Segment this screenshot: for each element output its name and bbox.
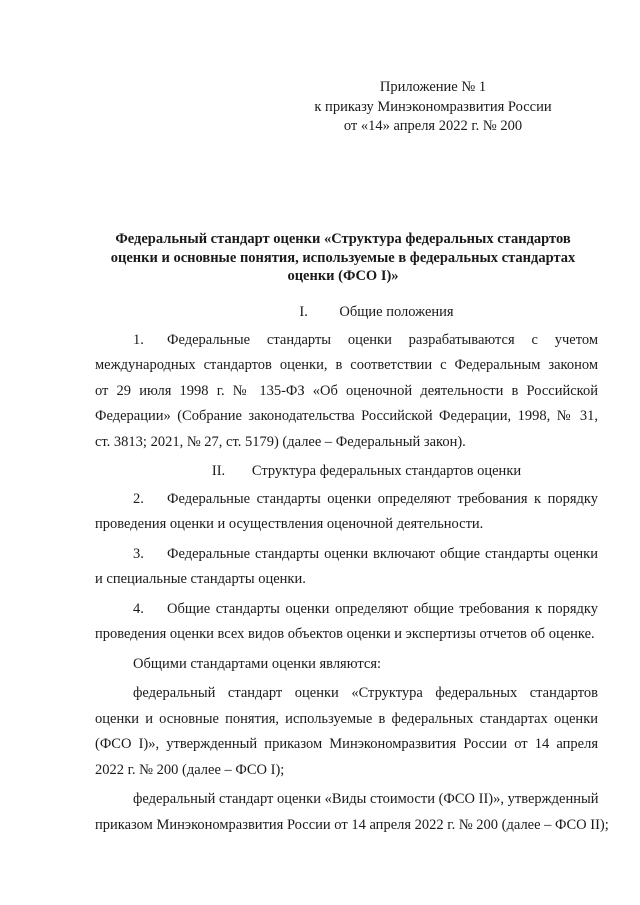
title-line: Федеральный стандарт оценки «Структура федеральных стандартов: [115, 231, 571, 247]
paragraph-line: от 29 июля 1998 г. № 135-ФЗ «Об оценочной деятельности в Российской: [95, 382, 598, 399]
paragraph-line: 1. Федеральные стандарты оценки разрабатываются с учетом: [95, 328, 598, 354]
section-heading-1: [95, 300, 598, 326]
paragraph-line: 2. Федеральные стандарты оценки определяют требования к порядку: [95, 487, 598, 513]
paragraph-line: приказом Минэкономразвития России от 14 апреля 2022 г. № 200 (далее – ФСО II);: [95, 816, 609, 833]
paragraph-line: федеральный стандарт оценки «Виды стоимости (ФСО II)», утвержденный: [133, 791, 599, 807]
document-title: [100, 230, 586, 286]
document-body: [95, 300, 609, 842]
paragraph-1: [95, 328, 598, 456]
paragraph-number: 1.: [133, 331, 144, 348]
paragraph-line: 4. Общие стандарты оценки определяют общие требования к порядку: [95, 597, 598, 623]
paragraph-line: проведения оценки и осуществления оценочной деятельности.: [95, 516, 484, 532]
paragraph-number: 4.: [133, 600, 144, 617]
appendix-line: к приказу Минэкономразвития России: [314, 98, 552, 115]
section-title: Структура федеральных стандартов оценки: [251, 463, 522, 479]
section-number: II.: [211, 463, 226, 479]
paragraph-2: [95, 487, 598, 538]
paragraph-number: 3.: [133, 545, 144, 562]
paragraph-line: Общими стандартами оценки являются:: [133, 655, 382, 672]
paragraph-line: Федерации» (Собрание законодательства Российской Федерации, 1998, № 31,: [95, 408, 598, 424]
section-title: Общие положения: [339, 304, 454, 320]
paragraph-line: международных стандартов оценки, в соответствии с Федеральным законом: [95, 357, 598, 373]
paragraph-line: оценки и основные понятия, используемые в федеральных стандартах оценки: [95, 710, 598, 727]
paragraph-number: 2.: [133, 490, 144, 507]
paragraph-line: ст. 3813; 2021, № 27, ст. 5179) (далее – Федеральный закон).: [95, 433, 466, 450]
fso2-item: [95, 787, 609, 838]
paragraph-line: и специальные стандарты оценки.: [95, 571, 306, 587]
title-line: оценки (ФСО I)»: [287, 268, 399, 284]
paragraph-line: проведения оценки всех видов объектов оценки и экспертизы отчетов об оценке.: [95, 626, 595, 642]
title-line: оценки и основные понятия, используемые в федеральных стандартах: [110, 249, 576, 266]
paragraph-4: [95, 597, 598, 648]
paragraph-line: федеральный стандарт оценки «Структура федеральных стандартов: [133, 685, 598, 701]
general-standards-intro: [95, 652, 598, 678]
section-heading-2: [95, 459, 598, 485]
section-number: I.: [299, 304, 308, 320]
fso1-item: [95, 681, 598, 783]
paragraph-line: (ФСО I)», утвержденный приказом Минэкономразвития России от 14 апреля: [95, 736, 598, 752]
paragraph-3: [95, 542, 598, 593]
appendix-header: [283, 78, 583, 137]
paragraph-line: 3. Федеральные стандарты оценки включают общие стандарты оценки: [95, 542, 598, 568]
appendix-line: от «14» апреля 2022 г. № 200: [343, 118, 523, 134]
appendix-line: Приложение № 1: [379, 79, 487, 95]
paragraph-line: 2022 г. № 200 (далее – ФСО I);: [95, 761, 285, 778]
